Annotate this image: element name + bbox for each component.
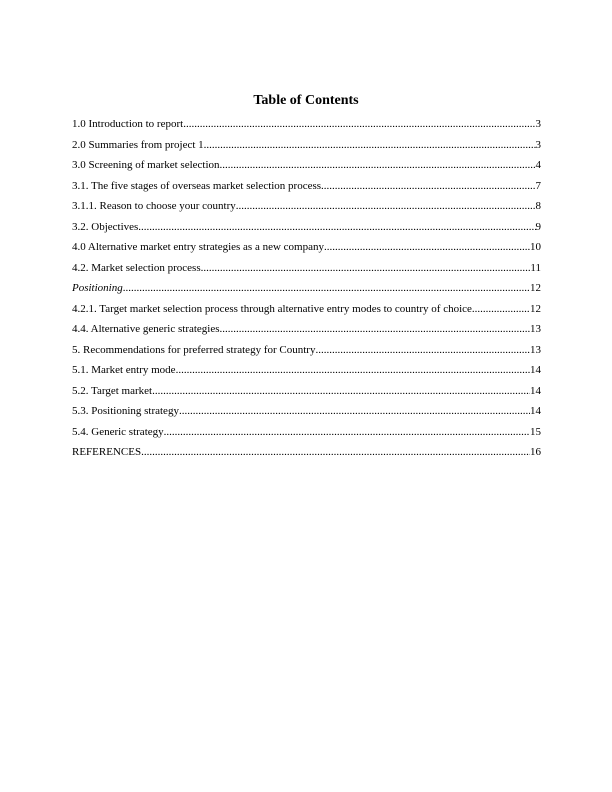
toc-entry-page-number: 4	[535, 159, 541, 171]
toc-entry-page-number: 14	[530, 364, 541, 376]
toc-entry-label: 5.4. Generic strategy	[72, 425, 164, 438]
toc-title: Table of Contents	[253, 93, 359, 108]
toc-entry-label: 3.1. The five stages of overseas market selection process	[72, 179, 322, 192]
toc-leader-dots	[123, 281, 530, 295]
toc-entry[interactable]	[72, 404, 541, 425]
toc-list	[72, 117, 541, 466]
toc-entry-page-number: 3	[535, 138, 541, 151]
toc-entry-page-number: 12	[530, 302, 541, 315]
toc-entry-label: 2.0 Summaries from project 1	[72, 138, 204, 151]
toc-entry-page-number: 16	[530, 446, 541, 458]
toc-entry[interactable]	[72, 384, 541, 405]
toc-entry-label: 5.3. Positioning strategy	[72, 405, 179, 417]
toc-leader-dots	[321, 179, 535, 193]
toc-entry-page-number: 13	[530, 323, 541, 335]
toc-entry[interactable]	[72, 363, 541, 384]
toc-entry[interactable]	[72, 322, 541, 343]
toc-entry-page-number: 10	[530, 241, 541, 253]
toc-leader-dots	[220, 322, 530, 336]
toc-entry-label: 3.0 Screening of market selection	[72, 159, 220, 171]
toc-entry[interactable]	[72, 199, 541, 220]
toc-leader-dots	[183, 117, 535, 131]
toc-leader-dots	[236, 199, 536, 213]
toc-entry-label: 5. Recommendations for preferred strategy for Country	[72, 343, 316, 356]
toc-entry[interactable]	[72, 117, 541, 138]
toc-entry-page-number: 13	[530, 343, 541, 356]
toc-entry[interactable]	[72, 240, 541, 261]
toc-entry[interactable]	[72, 281, 541, 302]
toc-entry[interactable]	[72, 138, 541, 159]
toc-entry-label: 4.2. Market selection process	[72, 261, 201, 274]
toc-entry-label: REFERENCES	[72, 446, 142, 458]
toc-leader-dots	[220, 158, 536, 172]
toc-entry[interactable]	[72, 445, 541, 466]
toc-leader-dots	[324, 240, 530, 254]
toc-leader-dots	[141, 445, 530, 459]
toc-entry-label: 4.2.1. Target market selection process through alternative entry modes to country of choice	[72, 302, 472, 315]
toc-leader-dots	[176, 363, 530, 377]
toc-entry-page-number: 14	[530, 405, 541, 417]
toc-entry-page-number: 3	[535, 118, 541, 130]
toc-entry-label: 1.0 Introduction to report	[72, 118, 184, 130]
toc-entry-page-number: 12	[530, 282, 541, 294]
toc-leader-dots	[152, 384, 530, 398]
toc-leader-dots	[138, 220, 535, 234]
toc-entry-label: 4.4. Alternative generic strategies	[72, 323, 220, 335]
toc-leader-dots	[179, 404, 530, 418]
toc-entry[interactable]	[72, 158, 541, 179]
toc-entry-page-number: 11	[530, 261, 541, 274]
toc-leader-dots	[315, 343, 530, 357]
toc-entry-label: Positioning	[72, 282, 123, 294]
toc-entry[interactable]	[72, 220, 541, 241]
toc-entry-page-number: 9	[535, 220, 541, 233]
toc-entry-label: 3.2. Objectives	[72, 220, 139, 233]
toc-leader-dots	[164, 425, 530, 439]
toc-entry-page-number: 8	[535, 200, 541, 212]
toc-leader-dots	[201, 261, 531, 275]
toc-leader-dots	[204, 138, 536, 152]
toc-entry-page-number: 7	[535, 179, 541, 192]
toc-entry-label: 5.2. Target market	[72, 384, 153, 397]
toc-entry[interactable]	[72, 261, 541, 282]
toc-entry[interactable]	[72, 302, 541, 323]
toc-leader-dots	[472, 302, 530, 316]
toc-entry[interactable]	[72, 343, 541, 364]
toc-entry-label: 3.1.1. Reason to choose your country	[72, 200, 236, 212]
toc-entry-page-number: 14	[530, 384, 541, 397]
toc-entry-label: 4.0 Alternative market entry strategies as a new company	[72, 241, 324, 253]
toc-entry[interactable]	[72, 179, 541, 200]
toc-entry[interactable]	[72, 425, 541, 446]
toc-entry-label: 5.1. Market entry mode	[72, 364, 176, 376]
toc-entry-page-number: 15	[530, 425, 541, 438]
